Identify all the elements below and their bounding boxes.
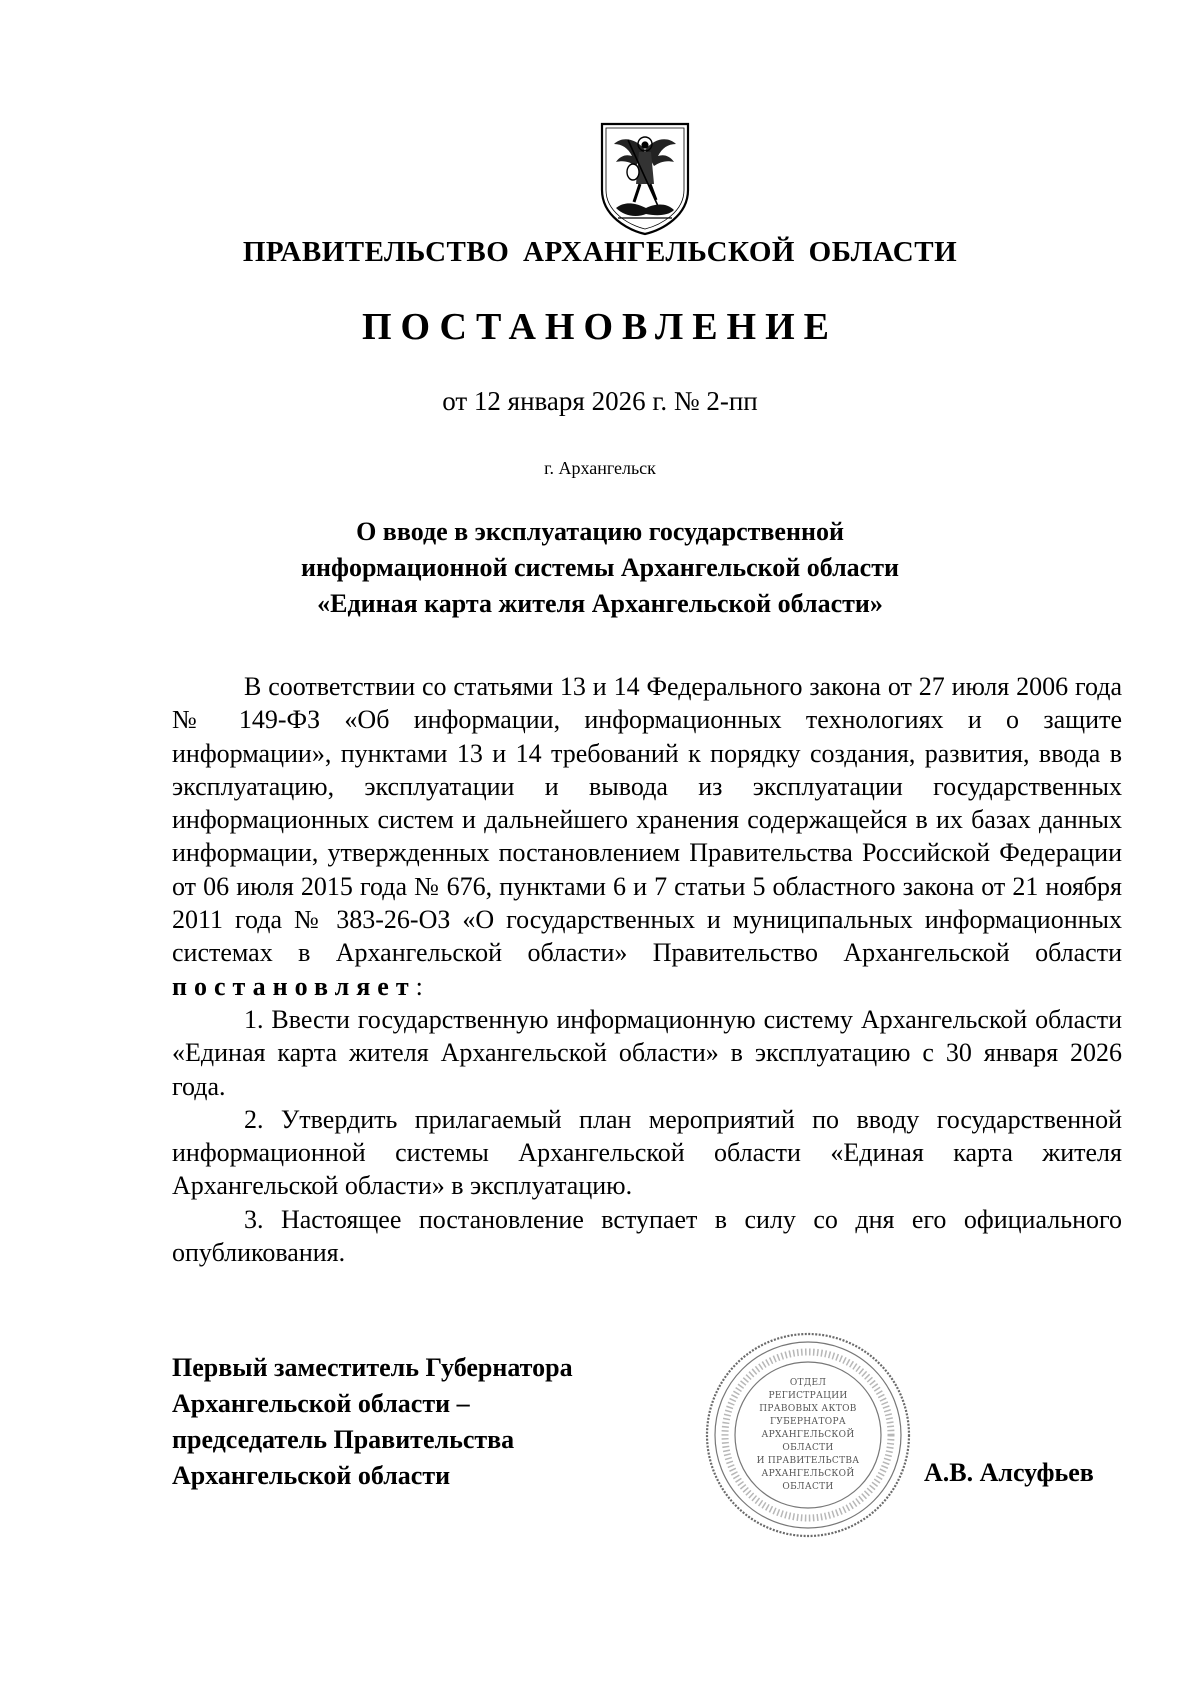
signer-title-line: Архангельской области <box>172 1461 451 1490</box>
signer-title-line: Архангельской области – <box>172 1389 470 1418</box>
seal-text-line: ОТДЕЛ <box>789 1378 827 1388</box>
seal-text-line: ГУБЕРНАТОРА <box>770 1417 846 1427</box>
signer-title-line: председатель Правительства <box>172 1425 515 1454</box>
document-body <box>172 670 1122 1269</box>
coat-of-arms-icon <box>598 120 692 236</box>
decrees-colon: : <box>415 971 423 1001</box>
seal-text-line: АРХАНГЕЛЬСКОЙ <box>761 1430 855 1440</box>
signer-name: А.В. Алсуфьев <box>924 1458 1094 1487</box>
seal-text-line: И ПРАВИТЕЛЬСТВА <box>756 1456 860 1466</box>
decree-item-3: 3. Настоящее постановление вступает в силу со дня его официального опубликования. <box>172 1204 1122 1268</box>
document-type-heading: ПОСТАНОВЛЕНИЕ <box>361 306 839 348</box>
seal-text-line: АРХАНГЕЛЬСКОЙ <box>761 1469 855 1479</box>
decree-item-1: 1. Ввести государственную информационную систему Архангельской области «Единая карта жителя Архангельской области» в эксплуатацию с 30 января 2026 года. <box>172 1004 1122 1101</box>
signer-title-block <box>172 1350 692 1494</box>
document-subject <box>150 514 1050 622</box>
subject-line: О вводе в эксплуатацию государственной <box>356 517 844 546</box>
subject-line: «Единая карта жителя Архангельской области» <box>317 589 883 618</box>
decrees-word: постановляет <box>172 971 416 1001</box>
document-city: г. Архангельск <box>544 458 656 478</box>
subject-line: информационной системы Архангельской области <box>301 553 899 582</box>
seal-text-line: ОБЛАСТИ <box>782 1482 834 1492</box>
seal-text-line: РЕГИСТРАЦИИ <box>768 1391 848 1401</box>
seal-text-line: ОБЛАСТИ <box>782 1443 834 1453</box>
document-date-number: от 12 января 2026 г. № 2-пп <box>442 386 758 416</box>
seal-text-line: ПРАВОВЫХ АКТОВ <box>759 1404 857 1414</box>
official-seal-icon <box>703 1330 913 1540</box>
signer-title-line: Первый заместитель Губернатора <box>172 1353 573 1382</box>
government-title: ПРАВИТЕЛЬСТВО АРХАНГЕЛЬСКОЙ ОБЛАСТИ <box>242 236 958 268</box>
preamble-text: В соответствии со статьями 13 и 14 Федерального закона от 27 июля 2006 года № 149-ФЗ «Об информации, информационных технологиях и о защите информации», пунктами 13 и 14 требований к порядку создания, развития, ввода в эксплуатацию, эксплуатации и вывода из эксплуатации государственных информационных систем и дальнейшего хранения содержащейся в их базах данных информации, утвержденных постановлением Правительства Российской Федерации от 06 июля 2015 года № 676, пунктами 6 и 7 статьи 5 областного закона от 21 ноября 2011 года № 383-26-ОЗ «О государственных и муниципальных информационных системах в Архангельской области» Правительство Архангельской области <box>172 672 1122 968</box>
preamble-paragraph <box>172 670 1122 1003</box>
decree-item-2: 2. Утвердить прилагаемый план мероприятий по вводу государственной информационной системы Архангельской области «Единая карта жителя Архангельской области» в эксплуатацию. <box>172 1104 1122 1201</box>
